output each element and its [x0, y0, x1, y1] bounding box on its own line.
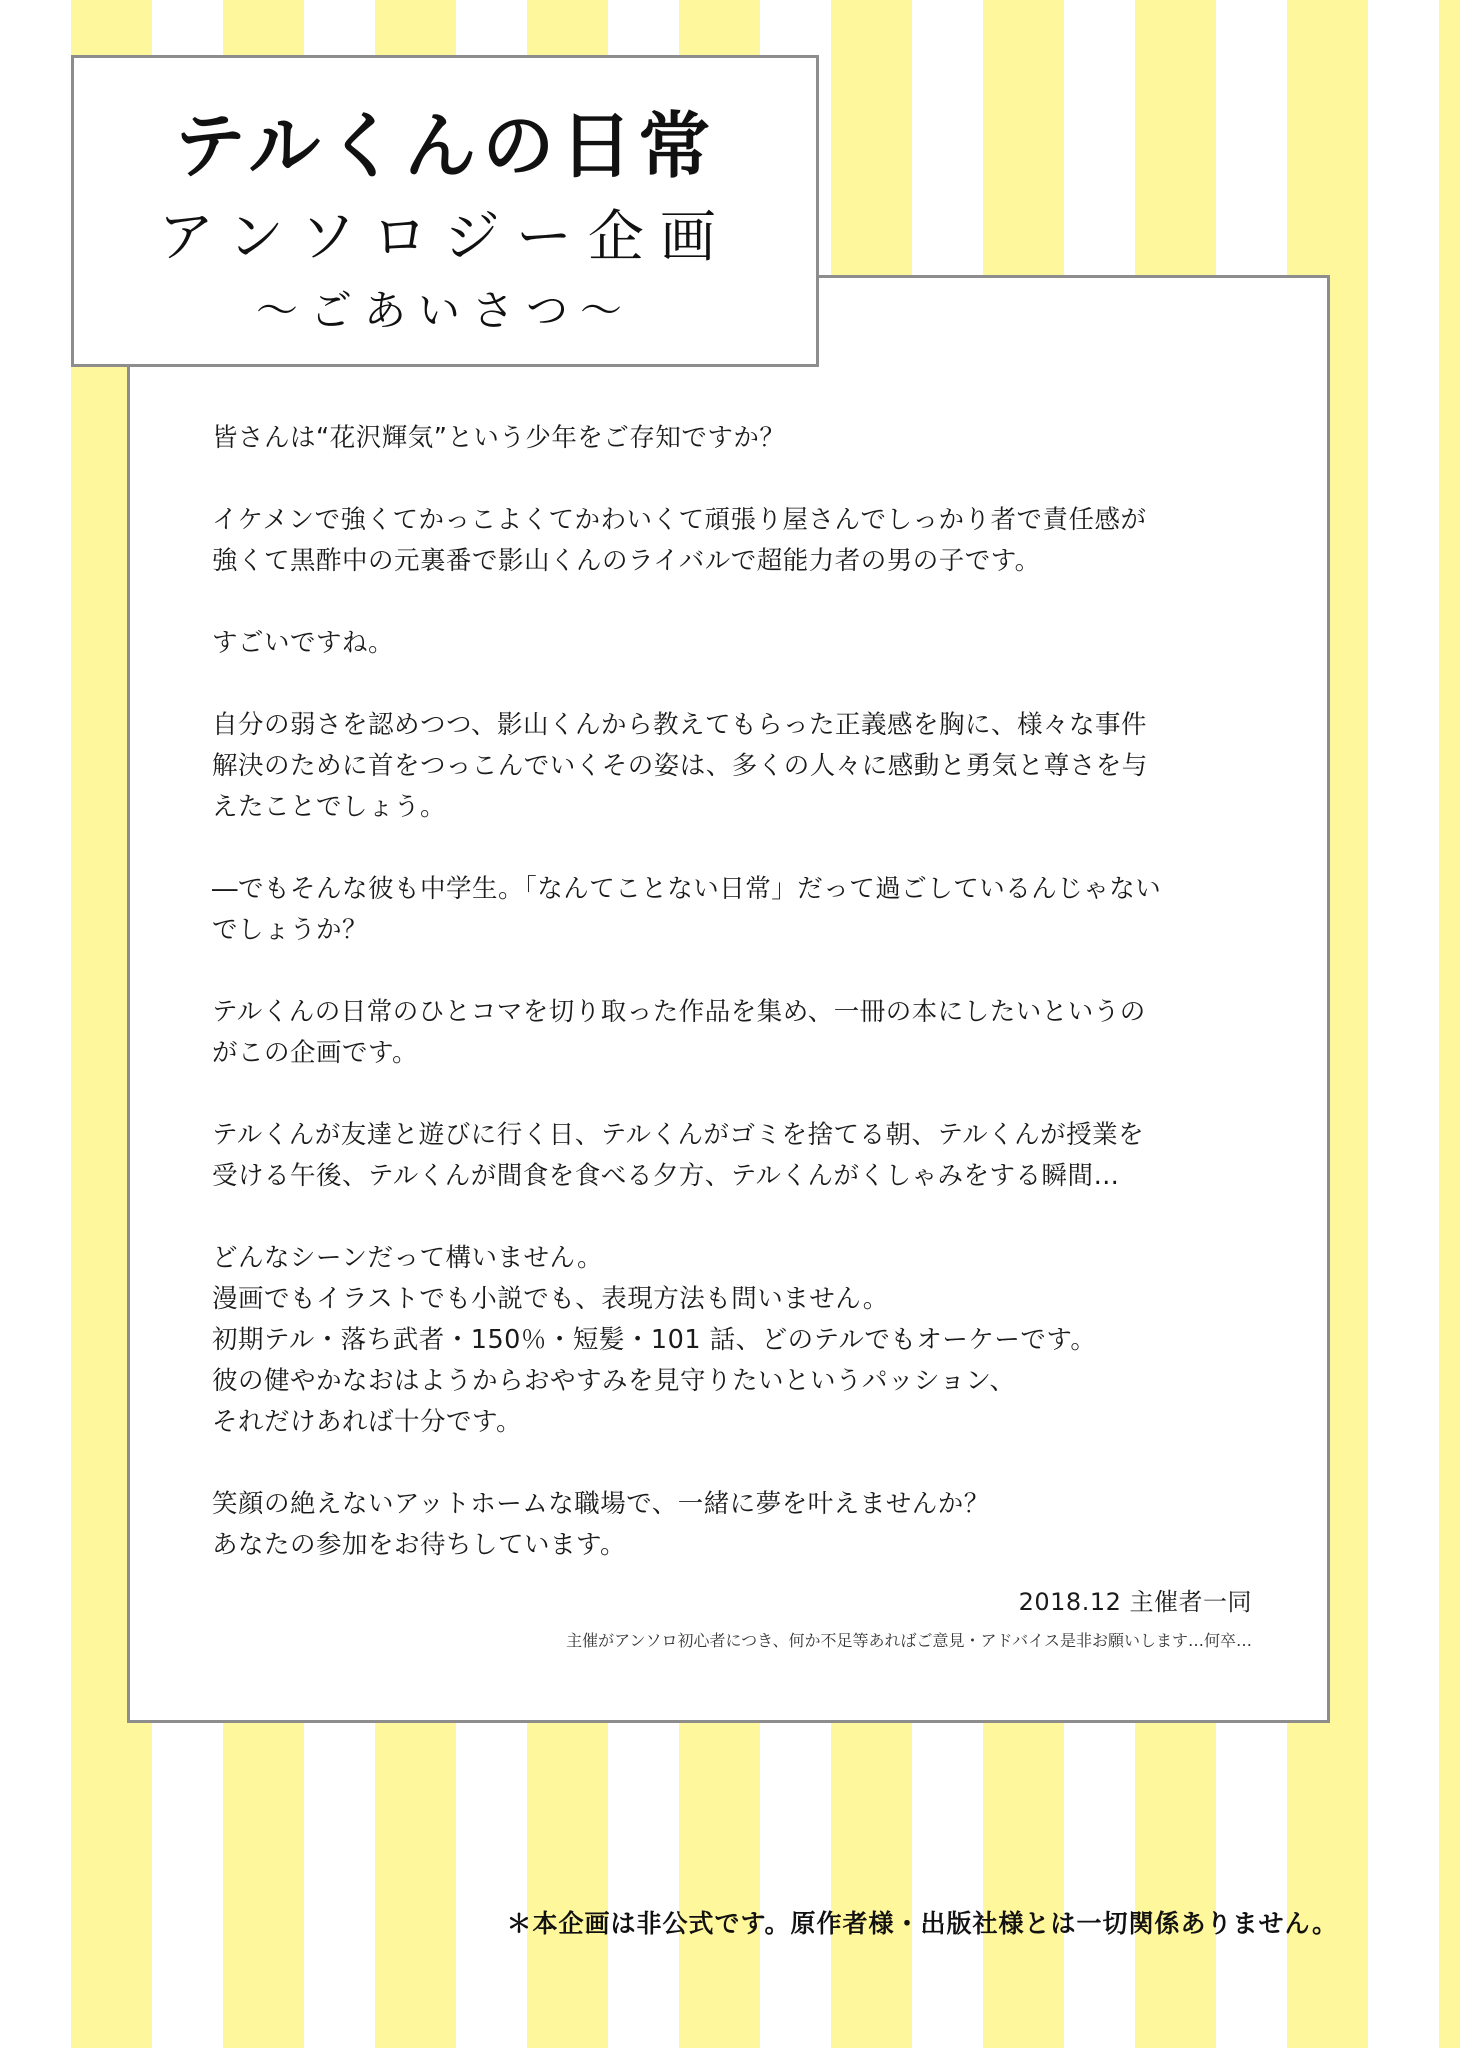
text-line: 解決のために首をつっこんでいくその姿は、多くの人々に感動と勇気と尊さを与 [212, 751, 1148, 781]
text-line: 自分の弱さを認めつつ、影山くんから教えてもらった正義感を胸に、様々な事件 [212, 710, 1147, 740]
signature-note: 主催がアンソロ初心者につき、何か不足等あればご意見・アドバイス是非お願いします…何卒… [566, 1631, 1252, 1650]
paragraph-character [212, 705, 1272, 828]
text-line: ―でもそんな彼も中学生。「なんてことない日常」だって過ごしているんじゃない [212, 874, 1162, 904]
text-line: 初期テル・落ち武者・150％・短髪・101 話、どのテルでもオーケーです。 [212, 1325, 1097, 1355]
title-panel [71, 55, 819, 367]
text-line: それだけあれば十分です。 [212, 1407, 522, 1437]
text-line: でしょうか？ [212, 915, 369, 945]
paragraph-invitation [212, 1484, 1272, 1566]
text-line: 漫画でもイラストでも小説でも、表現方法も問いません。 [212, 1284, 889, 1314]
paragraph-remark [212, 623, 1272, 664]
signature: 2018.12 主催者一同 [1018, 1588, 1252, 1616]
paragraph-project [212, 992, 1272, 1074]
text-line: イケメンで強くてかっこよくてかわいくて頑張り屋さんでしっかり者で責任感が [212, 505, 1147, 535]
text-line: 強くて黒酢中の元裏番で影山くんのライバルで超能力者の男の子です。 [212, 546, 1041, 576]
page-subtitle: アンソロジー企画 [158, 205, 732, 270]
text-line: すごいですね。 [212, 628, 395, 658]
text-line: 皆さんは“花沢輝気”という少年をご存知ですか？ [212, 423, 786, 453]
text-line: テルくんの日常のひとコマを切り取った作品を集め、一冊の本にしたいというの [212, 997, 1146, 1027]
text-line: テルくんが友達と遊びに行く日、テルくんがゴミを捨てる朝、テルくんが授業を [212, 1120, 1145, 1150]
page-title: テルくんの日常 [173, 104, 717, 188]
text-line: がこの企画です。 [212, 1038, 418, 1068]
letter-body [212, 418, 1272, 1607]
disclaimer-text: ＊本企画は非公式です。原作者様・出版社様とは一切関係ありません。 [506, 1909, 1338, 1938]
greeting-heading: 〜ごあいさつ〜 [255, 286, 634, 335]
paragraph-description [212, 500, 1272, 582]
paragraph-everyday [212, 869, 1272, 951]
text-line: どんなシーンだって構いません。 [212, 1243, 604, 1273]
text-line: えたことでしょう。 [212, 792, 447, 822]
paragraph-examples [212, 1115, 1272, 1197]
text-line: 彼の健やかなおはようからおやすみを見守りたいというパッション、 [212, 1366, 1016, 1396]
paragraph-requirements [212, 1238, 1272, 1443]
text-line: あなたの参加をお待ちしています。 [212, 1530, 626, 1560]
text-line: 受ける午後、テルくんが間食を食べる夕方、テルくんがくしゃみをする瞬間… [212, 1161, 1120, 1191]
paragraph-intro [212, 418, 1272, 459]
text-line: 笑顔の絶えないアットホームな職場で、一緒に夢を叶えませんか？ [212, 1489, 990, 1519]
